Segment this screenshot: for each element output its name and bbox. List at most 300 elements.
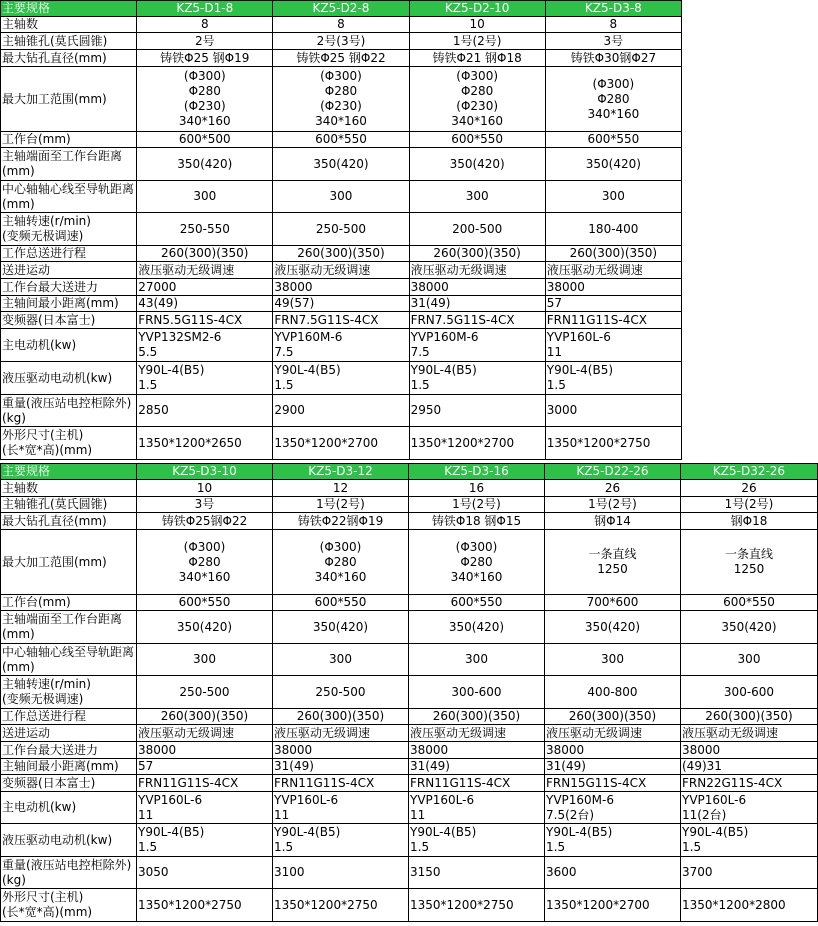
- row-label-line: 主轴转速(r/min): [2, 677, 91, 691]
- spec-value-cell: 300: [273, 181, 409, 213]
- spec-value-cell: 260(300)(350): [681, 709, 818, 725]
- spec-value-cell: 600*550: [409, 595, 545, 611]
- row-label: 主轴端面至工作台距离(mm): [1, 611, 137, 644]
- spec-value-cell: 260(300)(350): [409, 246, 545, 262]
- table-row: [1, 395, 682, 427]
- table-row: [1, 676, 818, 709]
- spec-value-cell: 200-500: [409, 213, 545, 246]
- table-row: [1, 67, 682, 132]
- row-label: 主轴数: [1, 480, 137, 497]
- spec-value-cell: 250-550: [137, 213, 273, 246]
- row-label: 主轴间最小距离(mm): [1, 296, 137, 312]
- spec-value-line: 1.5: [682, 840, 702, 854]
- spec-value-cell: 300-600: [681, 676, 818, 709]
- spec-value-cell: 350(420): [137, 611, 273, 644]
- row-label: 主电动机(kw): [1, 329, 137, 362]
- header-model-name: KZ5-D3-16: [409, 464, 545, 480]
- spec-value-cell: [545, 329, 681, 362]
- spec-value-cell: 液压驱动无级调速: [409, 262, 545, 279]
- spec-value-cell: 液压驱动无级调速: [409, 725, 545, 742]
- spec-value-cell: 260(300)(350): [273, 246, 409, 262]
- spec-value-cell: 31(49): [545, 759, 681, 775]
- table-row: [1, 17, 682, 33]
- row-label: 中心轴轴心线至导轨距离(mm): [1, 181, 137, 213]
- spec-value-cell: 液压驱动无级调速: [273, 725, 409, 742]
- row-label: 重量(液压站电控柜除外)(kg): [1, 857, 137, 889]
- row-label: 工作总送进行程: [1, 246, 137, 262]
- table-row: [1, 329, 682, 362]
- table-row: [1, 213, 682, 246]
- spec-value-cell: 600*550: [409, 132, 545, 148]
- table-row: [1, 889, 818, 922]
- spec-value-line: 340*160: [587, 106, 640, 121]
- spec-value-cell: 350(420): [137, 148, 273, 181]
- spec-value-cell: [681, 792, 818, 824]
- spec-value-line: Φ280: [324, 554, 357, 569]
- spec-value-cell: 38000: [137, 742, 273, 759]
- table-row: [1, 792, 818, 824]
- spec-value-cell: 3150: [409, 857, 545, 889]
- table-row: [1, 181, 682, 213]
- table-row: [1, 611, 818, 644]
- spec-value-line: 1250: [733, 562, 765, 576]
- spec-value-cell: 180-400: [545, 213, 681, 246]
- spec-value-cell: [545, 792, 681, 824]
- spec-value-line: (Φ230): [320, 99, 362, 113]
- spec-value-cell: 600*550: [273, 595, 409, 611]
- row-label: 工作台最大送进力: [1, 279, 137, 296]
- row-label: [1, 213, 137, 246]
- spec-value-cell: 钢Φ18: [681, 513, 818, 530]
- spec-value-cell: 49(57): [273, 296, 409, 312]
- spec-value-cell: 2900: [273, 395, 409, 427]
- table-row: [1, 427, 682, 460]
- spec-value-cell: 铸铁Φ22钢Φ19: [273, 513, 409, 530]
- row-label-line: (长*宽*高)(mm): [2, 905, 93, 919]
- row-label: 工作台(mm): [1, 132, 137, 148]
- spec-value-cell: 3号: [545, 33, 681, 50]
- spec-value-cell: 铸铁Φ18 钢Φ15: [409, 513, 545, 530]
- spec-value-line: 7.5(2台): [546, 807, 595, 822]
- table-row: [1, 824, 818, 857]
- spec-value-cell: 250-500: [137, 676, 273, 709]
- spec-value-line: 1.5: [274, 840, 294, 854]
- spec-value-line: 1.5: [546, 378, 566, 392]
- spec-value-cell: 铸铁Φ25钢Φ22: [137, 513, 273, 530]
- spec-value-line: YVP160L-6: [274, 792, 339, 807]
- spec-value-cell: FRN11G11S-4CX: [273, 775, 409, 792]
- row-label: 液压驱动电动机(kw): [1, 362, 137, 395]
- table-row: [1, 362, 682, 395]
- row-label-line: (长*宽*高)(mm): [2, 443, 93, 457]
- spec-value-line: 1.5: [410, 378, 430, 392]
- spec-value-cell: [273, 824, 409, 857]
- spec-value-cell: [273, 329, 409, 362]
- spec-value-cell: [545, 530, 681, 595]
- spec-value-cell: 350(420): [409, 611, 545, 644]
- spec-value-cell: 12: [273, 480, 409, 497]
- table-row: [1, 279, 682, 296]
- spec-value-cell: FRN11G11S-4CX: [137, 775, 273, 792]
- spec-value-line: Y90L-4(B5): [682, 825, 749, 839]
- spec-value-line: Y90L-4(B5): [410, 825, 477, 839]
- spec-value-cell: 16: [409, 480, 545, 497]
- row-label: [1, 889, 137, 922]
- spec-value-cell: 铸铁Φ25 钢Φ19: [137, 50, 273, 67]
- spec-value-cell: 260(300)(350): [545, 709, 681, 725]
- spec-value-cell: [545, 824, 681, 857]
- row-label: 重量(液压站电控柜除外)(kg): [1, 395, 137, 427]
- spec-value-cell: 31(49): [409, 759, 545, 775]
- spec-value-cell: [273, 530, 409, 595]
- spec-value-cell: 2号: [137, 33, 273, 50]
- spec-value-cell: 350(420): [545, 148, 681, 181]
- spec-value-cell: 260(300)(350): [273, 709, 409, 725]
- spec-value-cell: 1350*1200*2800: [681, 889, 818, 922]
- spec-value-cell: [409, 824, 545, 857]
- spec-value-line: Y90L-4(B5): [274, 363, 341, 377]
- spec-value-cell: [137, 67, 273, 132]
- spec-value-cell: 38000: [409, 742, 545, 759]
- spec-table-2: [0, 463, 818, 922]
- spec-value-line: 11: [274, 807, 290, 822]
- row-label: 最大钻孔直径(mm): [1, 50, 137, 67]
- table-row: [1, 50, 682, 67]
- spec-value-cell: 1号(2号): [545, 497, 681, 513]
- spec-value-line: YVP160L-6: [138, 792, 203, 807]
- row-label: 液压驱动电动机(kw): [1, 824, 137, 857]
- spec-value-line: YVP160L-6: [410, 792, 475, 807]
- row-label: 变频器(日本富士): [1, 775, 137, 792]
- spec-value-line: Y90L-4(B5): [138, 825, 205, 839]
- header-model-name: KZ5-D22-26: [545, 464, 681, 480]
- spec-value-cell: 3号: [137, 497, 273, 513]
- table-row: [1, 148, 682, 181]
- table-row: [1, 262, 682, 279]
- spec-value-line: 1.5: [410, 840, 430, 854]
- spec-value-cell: 300: [137, 181, 273, 213]
- spec-value-cell: 300-600: [409, 676, 545, 709]
- table-row: [1, 132, 682, 148]
- table-row: [1, 530, 818, 595]
- table-row: [1, 857, 818, 889]
- spec-value-cell: 600*500: [137, 132, 273, 148]
- spec-value-cell: 8: [545, 17, 681, 33]
- spec-value-cell: 700*600: [545, 595, 681, 611]
- spec-value-line: 5.5: [138, 345, 158, 359]
- row-label: [1, 427, 137, 460]
- spec-value-cell: 1350*1200*2750: [137, 889, 273, 922]
- spec-value-cell: 38000: [545, 742, 681, 759]
- spec-value-cell: FRN11G11S-4CX: [409, 775, 545, 792]
- spec-value-line: 1250: [597, 562, 628, 576]
- spec-value-cell: 350(420): [273, 148, 409, 181]
- table-row: [1, 742, 818, 759]
- header-model-name: KZ5-D1-8: [137, 1, 273, 17]
- spec-value-cell: [409, 362, 545, 395]
- spec-value-cell: [409, 792, 545, 824]
- spec-value-line: Y90L-4(B5): [546, 825, 613, 839]
- spec-value-line: 11(2台): [682, 807, 727, 822]
- spec-value-cell: 1350*1200*2700: [545, 889, 681, 922]
- spec-value-line: (Φ230): [456, 99, 499, 113]
- spec-value-line: YVP160L-6: [546, 330, 611, 344]
- spec-value-cell: 260(300)(350): [545, 246, 681, 262]
- spec-value-cell: 350(420): [545, 611, 681, 644]
- spec-value-cell: FRN7.5G11S-4CX: [409, 312, 545, 329]
- spec-value-cell: 8: [273, 17, 409, 33]
- spec-value-cell: 300: [545, 181, 681, 213]
- table-row: [1, 497, 818, 513]
- row-label-line: 主轴转速(r/min): [2, 214, 91, 228]
- table-row: [1, 709, 818, 725]
- spec-value-cell: 8: [137, 17, 273, 33]
- header-model-name: KZ5-D3-12: [273, 464, 409, 480]
- spec-value-line: Φ280: [597, 91, 630, 106]
- spec-value-line: Y90L-4(B5): [138, 363, 205, 377]
- spec-value-cell: 300: [137, 644, 273, 676]
- row-label: 主轴数: [1, 17, 137, 33]
- header-spec-label: 主要规格: [1, 464, 137, 480]
- spec-value-line: (Φ230): [183, 99, 226, 113]
- spec-table-1: [0, 0, 682, 460]
- spec-value-cell: 3000: [545, 395, 681, 427]
- row-label-line: 外形尺寸(主机): [2, 428, 84, 442]
- spec-value-cell: [545, 362, 681, 395]
- table-header-row: [1, 1, 682, 17]
- table-header-row: [1, 464, 818, 480]
- header-model-name: KZ5-D2-10: [409, 1, 545, 17]
- spec-value-cell: 27000: [137, 279, 273, 296]
- spec-value-cell: [273, 362, 409, 395]
- row-label: 主轴锥孔(莫氏圆锥): [1, 497, 137, 513]
- spec-value-cell: 38000: [409, 279, 545, 296]
- spec-value-line: 340*160: [314, 569, 367, 584]
- spec-value-cell: 1350*1200*2750: [273, 889, 409, 922]
- spec-value-cell: [545, 67, 681, 132]
- spec-value-cell: 铸铁Φ21 钢Φ18: [409, 50, 545, 67]
- row-label: 送进运动: [1, 262, 137, 279]
- spec-value-line: 一条直线: [724, 547, 773, 561]
- row-label: 最大钻孔直径(mm): [1, 513, 137, 530]
- spec-value-line: Φ280: [188, 84, 221, 98]
- spec-value-cell: 3100: [273, 857, 409, 889]
- spec-value-line: (Φ300): [455, 539, 498, 554]
- row-label: [1, 676, 137, 709]
- header-spec-label: 主要规格: [1, 1, 137, 17]
- spec-value-cell: 350(420): [273, 611, 409, 644]
- row-label-line: (变频无极调速): [2, 692, 84, 706]
- spec-value-cell: 300: [545, 644, 681, 676]
- spec-value-cell: 1号(2号): [409, 33, 545, 50]
- row-label-line: (变频无极调速): [2, 229, 84, 243]
- spec-value-line: 1.5: [274, 378, 294, 392]
- spec-value-line: 一条直线: [588, 547, 637, 561]
- spec-value-cell: (49)31: [681, 759, 818, 775]
- spec-value-line: 11: [138, 807, 154, 822]
- spec-value-cell: 31(49): [409, 296, 545, 312]
- spec-value-cell: 2号(3号): [273, 33, 409, 50]
- spec-value-cell: 1号(2号): [681, 497, 818, 513]
- spec-value-cell: [137, 362, 273, 395]
- spec-value-cell: 300: [409, 181, 545, 213]
- spec-value-cell: [137, 530, 273, 595]
- spec-value-line: (Φ300): [183, 539, 226, 554]
- spec-value-cell: 260(300)(350): [137, 246, 273, 262]
- spec-value-line: Y90L-4(B5): [546, 363, 614, 377]
- spec-value-cell: 3050: [137, 857, 273, 889]
- table-row: [1, 595, 818, 611]
- spec-value-cell: 600*550: [137, 595, 273, 611]
- spec-value-cell: [137, 329, 273, 362]
- spec-value-cell: 400-800: [545, 676, 681, 709]
- spec-value-cell: 300: [681, 644, 818, 676]
- spec-value-line: (Φ300): [592, 76, 635, 91]
- spec-value-cell: FRN11G11S-4CX: [545, 312, 681, 329]
- spec-value-cell: 液压驱动无级调速: [545, 725, 681, 742]
- spec-value-line: 11: [546, 345, 563, 359]
- spec-value-cell: 2950: [409, 395, 545, 427]
- spec-value-cell: 3600: [545, 857, 681, 889]
- spec-value-line: Φ280: [460, 554, 493, 569]
- spec-value-cell: [409, 67, 545, 132]
- spec-value-cell: 液压驱动无级调速: [545, 262, 681, 279]
- spec-value-cell: 38000: [545, 279, 681, 296]
- row-label: 最大加工范围(mm): [1, 530, 137, 595]
- row-label: 主轴间最小距离(mm): [1, 759, 137, 775]
- spec-value-line: Φ280: [188, 554, 221, 569]
- row-label: 变频器(日本富士): [1, 312, 137, 329]
- spec-value-cell: 31(49): [273, 759, 409, 775]
- spec-value-line: 1.5: [138, 378, 158, 392]
- spec-value-line: (Φ300): [183, 69, 226, 83]
- spec-value-cell: 300: [409, 644, 545, 676]
- table-row: [1, 312, 682, 329]
- spec-value-cell: 26: [681, 480, 818, 497]
- spec-value-cell: [273, 792, 409, 824]
- spec-value-cell: FRN15G11S-4CX: [545, 775, 681, 792]
- spec-value-cell: 250-500: [273, 213, 409, 246]
- spec-value-line: 340*160: [450, 569, 503, 584]
- spec-value-line: (Φ300): [319, 539, 362, 554]
- spec-value-line: (Φ300): [456, 69, 499, 83]
- table-row: [1, 775, 818, 792]
- spec-value-cell: FRN5.5G11S-4CX: [137, 312, 273, 329]
- spec-value-cell: [409, 530, 545, 595]
- spec-value-cell: [137, 792, 273, 824]
- header-model-name: KZ5-D3-8: [545, 1, 681, 17]
- spec-value-cell: 铸铁Φ25 钢Φ22: [273, 50, 409, 67]
- spec-value-line: YVP160M-6: [546, 792, 614, 807]
- spec-value-cell: FRN22G11S-4CX: [681, 775, 818, 792]
- spec-value-cell: [409, 329, 545, 362]
- row-label: 工作台(mm): [1, 595, 137, 611]
- spec-value-line: 7.5: [410, 345, 430, 359]
- spec-value-cell: 铸铁Φ30钢Φ27: [545, 50, 681, 67]
- spec-value-line: 11: [410, 807, 426, 822]
- spec-value-cell: 钢Φ14: [545, 513, 681, 530]
- spec-value-cell: [681, 824, 818, 857]
- spec-value-line: YVP132SM2-6: [138, 330, 222, 344]
- row-label: 工作台最大送进力: [1, 742, 137, 759]
- spec-value-line: 340*160: [178, 569, 231, 584]
- spec-value-cell: 26: [545, 480, 681, 497]
- spec-value-cell: 2850: [137, 395, 273, 427]
- spec-value-line: (Φ300): [320, 69, 362, 83]
- row-label: 主轴端面至工作台距离(mm): [1, 148, 137, 181]
- spec-value-cell: 600*550: [681, 595, 818, 611]
- spec-value-cell: 57: [545, 296, 681, 312]
- spec-value-cell: 600*550: [545, 132, 681, 148]
- spec-value-line: 1.5: [546, 840, 566, 854]
- spec-value-cell: FRN7.5G11S-4CX: [273, 312, 409, 329]
- row-label: 主电动机(kw): [1, 792, 137, 824]
- table-row: [1, 644, 818, 676]
- table-row: [1, 513, 818, 530]
- spec-value-cell: 38000: [681, 742, 818, 759]
- spec-value-cell: 10: [409, 17, 545, 33]
- spec-value-cell: [273, 67, 409, 132]
- table-row: [1, 296, 682, 312]
- spec-value-cell: 1号(2号): [273, 497, 409, 513]
- spec-value-cell: 1350*1200*2700: [409, 427, 545, 460]
- row-label: 工作总送进行程: [1, 709, 137, 725]
- spec-value-cell: 350(420): [681, 611, 818, 644]
- spec-value-line: Φ280: [324, 84, 358, 98]
- spec-value-line: Y90L-4(B5): [274, 825, 341, 839]
- spec-value-line: YVP160M-6: [274, 330, 343, 344]
- spec-value-cell: 250-500: [273, 676, 409, 709]
- spec-value-line: Φ280: [460, 84, 494, 98]
- header-model-name: KZ5-D2-8: [273, 1, 409, 17]
- table-row: [1, 759, 818, 775]
- spec-value-cell: 38000: [273, 742, 409, 759]
- spec-value-cell: 液压驱动无级调速: [681, 725, 818, 742]
- row-label-line: 外形尺寸(主机): [2, 890, 84, 904]
- spec-value-cell: 260(300)(350): [409, 709, 545, 725]
- spec-value-cell: 液压驱动无级调速: [137, 725, 273, 742]
- spec-value-line: 340*160: [178, 114, 231, 128]
- table-row: [1, 725, 818, 742]
- spec-value-cell: 260(300)(350): [137, 709, 273, 725]
- table-row: [1, 246, 682, 262]
- row-label: 中心轴轴心线至导轨距离(mm): [1, 644, 137, 676]
- spec-value-cell: 1350*1200*2700: [273, 427, 409, 460]
- spec-value-cell: 1350*1200*2650: [137, 427, 273, 460]
- spec-value-cell: 液压驱动无级调速: [137, 262, 273, 279]
- spec-value-line: YVP160M-6: [410, 330, 479, 344]
- table-row: [1, 480, 818, 497]
- header-model-name: KZ5-D32-26: [681, 464, 818, 480]
- spec-value-line: YVP160L-6: [682, 792, 747, 807]
- spec-value-cell: 1350*1200*2750: [545, 427, 681, 460]
- spec-value-cell: 600*550: [273, 132, 409, 148]
- row-label: 最大加工范围(mm): [1, 67, 137, 132]
- spec-value-cell: 10: [137, 480, 273, 497]
- spec-value-line: 1.5: [138, 840, 158, 854]
- spec-value-cell: [137, 824, 273, 857]
- spec-value-line: Y90L-4(B5): [410, 363, 477, 377]
- spec-value-cell: 1号(2号): [409, 497, 545, 513]
- spec-value-line: 340*160: [315, 114, 367, 128]
- header-model-name: KZ5-D3-10: [137, 464, 273, 480]
- spec-value-line: 7.5: [274, 345, 294, 359]
- spec-value-cell: 3700: [681, 857, 818, 889]
- spec-value-cell: 300: [273, 644, 409, 676]
- row-label: 主轴锥孔(莫氏圆锥): [1, 33, 137, 50]
- spec-value-line: 340*160: [451, 114, 504, 128]
- table-row: [1, 33, 682, 50]
